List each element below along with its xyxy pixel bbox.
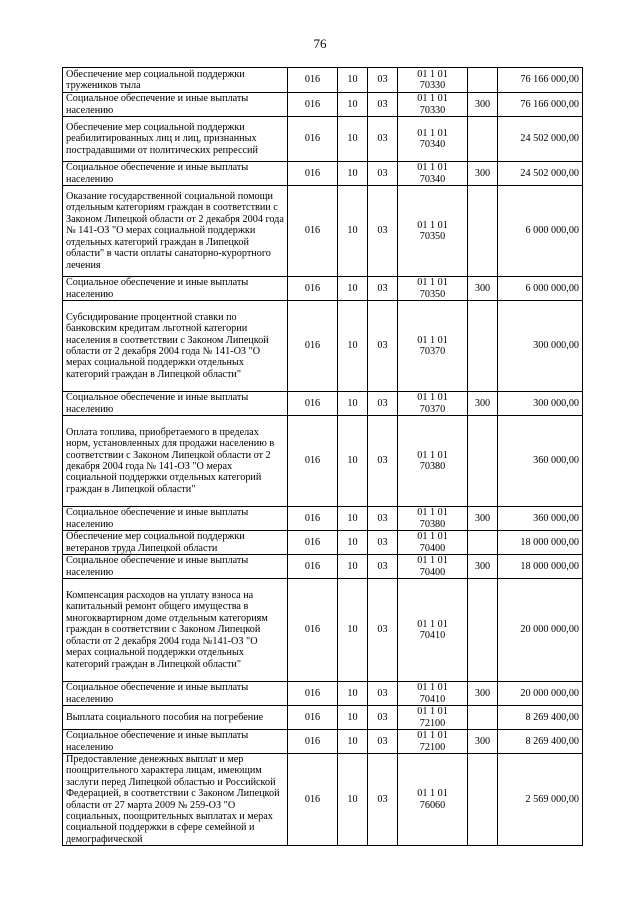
subsection-cell: 03 <box>368 117 398 162</box>
ministry-code-cell: 016 <box>288 416 338 507</box>
amount-cell: 24 502 000,00 <box>498 117 583 162</box>
section-cell: 10 <box>338 754 368 846</box>
target-article-cell <box>398 416 468 507</box>
ministry-code-cell: 016 <box>288 162 338 186</box>
target-article-line-1: 01 1 01 <box>417 531 448 543</box>
target-article-cell <box>398 301 468 392</box>
table-row <box>63 754 583 846</box>
amount-cell: 8 269 400,00 <box>498 706 583 730</box>
table-row <box>63 93 583 117</box>
target-article-line-1: 01 1 01 <box>417 93 448 105</box>
expense-type-cell: 300 <box>468 162 498 186</box>
section-cell: 10 <box>338 682 368 706</box>
subsection-cell: 03 <box>368 531 398 555</box>
row-name-cell: Социальное обеспечение и иные выплаты населению <box>63 392 288 416</box>
table-row <box>63 555 583 579</box>
section-cell: 10 <box>338 706 368 730</box>
target-article-line-1: 01 1 01 <box>417 277 448 289</box>
target-article-cell <box>398 68 468 93</box>
target-article-line-1: 01 1 01 <box>417 449 448 461</box>
ministry-code-cell: 016 <box>288 117 338 162</box>
ministry-code-cell: 016 <box>288 68 338 93</box>
target-article-line-2: 70370 <box>419 403 446 415</box>
expense-type-cell: 300 <box>468 93 498 117</box>
subsection-cell: 03 <box>368 277 398 301</box>
target-article-line-2: 70330 <box>419 104 446 116</box>
target-article-line-1: 01 1 01 <box>417 618 448 630</box>
target-article-cell <box>398 682 468 706</box>
expense-type-cell <box>468 579 498 682</box>
ministry-code-cell: 016 <box>288 754 338 846</box>
target-article-line-2: 70410 <box>419 693 446 705</box>
subsection-cell: 03 <box>368 93 398 117</box>
target-article-cell <box>398 730 468 754</box>
budget-table <box>62 67 583 846</box>
table-row <box>63 416 583 507</box>
target-article-line-2: 70400 <box>419 542 446 554</box>
target-article-line-1: 01 1 01 <box>417 788 448 800</box>
expense-type-cell <box>468 186 498 277</box>
amount-cell: 20 000 000,00 <box>498 682 583 706</box>
table-row <box>63 392 583 416</box>
amount-cell: 2 569 000,00 <box>498 754 583 846</box>
target-article-line-2: 70340 <box>419 173 446 185</box>
amount-cell: 360 000,00 <box>498 416 583 507</box>
target-article-line-1: 01 1 01 <box>417 507 448 519</box>
subsection-cell: 03 <box>368 730 398 754</box>
ministry-code-cell: 016 <box>288 392 338 416</box>
amount-cell: 8 269 400,00 <box>498 730 583 754</box>
target-article-line-2: 76060 <box>419 799 446 811</box>
target-article-cell <box>398 531 468 555</box>
expense-type-cell <box>468 301 498 392</box>
subsection-cell: 03 <box>368 301 398 392</box>
ministry-code-cell: 016 <box>288 555 338 579</box>
table-row <box>63 117 583 162</box>
section-cell: 10 <box>338 507 368 531</box>
section-cell: 10 <box>338 93 368 117</box>
subsection-cell: 03 <box>368 392 398 416</box>
expense-type-cell: 300 <box>468 730 498 754</box>
table-row <box>63 730 583 754</box>
table-row <box>63 531 583 555</box>
row-name-cell: Субсидирование процентной ставки по банковским кредитам льготной категории населения в соответствии с Законом Липецкой области от 2 декабря 2004 года № 141-ОЗ "О мерах социальной поддержки отдельных категорий граждан в Липецкой области" <box>63 301 288 392</box>
row-name-cell: Социальное обеспечение и иные выплаты населению <box>63 555 288 579</box>
target-article-line-2: 70380 <box>419 461 446 472</box>
expense-type-cell <box>468 68 498 93</box>
target-article-line-1: 01 1 01 <box>417 127 448 139</box>
target-article-cell <box>398 754 468 846</box>
target-article-line-2: 70410 <box>419 630 446 641</box>
row-name-cell: Оплата топлива, приобретаемого в пределах норм, установленных для продажи населению в соответствии с Законом Липецкой области от 2 декабря 2004 года № 141-ОЗ "О мерах социальной поддержки отдельных категорий граждан в Липецкой области" <box>63 416 288 507</box>
row-name-cell: Социальное обеспечение и иные выплаты населению <box>63 507 288 531</box>
row-name-cell: Предоставление денежных выплат и мер поощрительного характера лицам, имеющим заслуги перед Липецкой областью и Российской Федерацией, в соответствии с Законом Липецкой области от 27 марта 2009 № 259-ОЗ "О социальных, поощрительных выплатах и мерах социальной поддержки в сфере семейной и демографической <box>63 754 288 846</box>
subsection-cell: 03 <box>368 754 398 846</box>
row-name-cell: Выплата социального пособия на погребение <box>63 706 288 730</box>
target-article-line-2: 72100 <box>419 741 446 753</box>
amount-cell: 24 502 000,00 <box>498 162 583 186</box>
subsection-cell: 03 <box>368 68 398 93</box>
ministry-code-cell: 016 <box>288 301 338 392</box>
row-name-cell: Социальное обеспечение и иные выплаты населению <box>63 93 288 117</box>
target-article-cell <box>398 507 468 531</box>
amount-cell: 18 000 000,00 <box>498 531 583 555</box>
section-cell: 10 <box>338 416 368 507</box>
subsection-cell: 03 <box>368 682 398 706</box>
subsection-cell: 03 <box>368 186 398 277</box>
amount-cell: 360 000,00 <box>498 507 583 531</box>
expense-type-cell: 300 <box>468 507 498 531</box>
table-row <box>63 68 583 93</box>
expense-type-cell <box>468 754 498 846</box>
target-article-line-2: 72100 <box>419 717 446 729</box>
amount-cell: 300 000,00 <box>498 301 583 392</box>
section-cell: 10 <box>338 531 368 555</box>
ministry-code-cell: 016 <box>288 682 338 706</box>
expense-type-cell: 300 <box>468 682 498 706</box>
target-article-line-1: 01 1 01 <box>417 555 448 567</box>
row-name-cell: Обеспечение мер социальной поддержки реабилитированных лиц и лиц, признанных пострадавшими от политических репрессий <box>63 117 288 162</box>
expense-type-cell <box>468 117 498 162</box>
row-name-cell: Социальное обеспечение и иные выплаты населению <box>63 682 288 706</box>
target-article-line-1: 01 1 01 <box>417 162 448 174</box>
row-name-cell: Социальное обеспечение и иные выплаты населению <box>63 730 288 754</box>
subsection-cell: 03 <box>368 416 398 507</box>
section-cell: 10 <box>338 392 368 416</box>
ministry-code-cell: 016 <box>288 579 338 682</box>
table-row <box>63 706 583 730</box>
page-number: 76 <box>313 36 327 51</box>
target-article-cell <box>398 392 468 416</box>
table-row <box>63 682 583 706</box>
target-article-line-1: 01 1 01 <box>417 730 448 742</box>
target-article-line-1: 01 1 01 <box>417 682 448 694</box>
table-row <box>63 301 583 392</box>
subsection-cell: 03 <box>368 579 398 682</box>
target-article-line-1: 01 1 01 <box>417 392 448 404</box>
target-article-cell <box>398 162 468 186</box>
table-row <box>63 162 583 186</box>
subsection-cell: 03 <box>368 706 398 730</box>
target-article-cell <box>398 277 468 301</box>
amount-cell: 300 000,00 <box>498 392 583 416</box>
ministry-code-cell: 016 <box>288 186 338 277</box>
section-cell: 10 <box>338 579 368 682</box>
expense-type-cell <box>468 706 498 730</box>
section-cell: 10 <box>338 555 368 579</box>
subsection-cell: 03 <box>368 162 398 186</box>
amount-cell: 20 000 000,00 <box>498 579 583 682</box>
target-article-cell <box>398 186 468 277</box>
amount-cell: 76 166 000,00 <box>498 68 583 93</box>
expense-type-cell <box>468 416 498 507</box>
subsection-cell: 03 <box>368 555 398 579</box>
section-cell: 10 <box>338 730 368 754</box>
ministry-code-cell: 016 <box>288 531 338 555</box>
amount-cell: 18 000 000,00 <box>498 555 583 579</box>
table-row <box>63 186 583 277</box>
expense-type-cell: 300 <box>468 555 498 579</box>
target-article-cell <box>398 706 468 730</box>
amount-cell: 76 166 000,00 <box>498 93 583 117</box>
ministry-code-cell: 016 <box>288 706 338 730</box>
target-article-line-2: 70340 <box>419 139 446 150</box>
row-name-cell: Оказание государственной социальной помощи отдельным категориям граждан в соответствии с Законом Липецкой области от 2 декабря 2004 года № 141-ОЗ "О мерах социальной поддержки отдельных категорий граждан в Липецкой области" в части оплаты санаторно-курортного лечения <box>63 186 288 277</box>
amount-cell: 6 000 000,00 <box>498 186 583 277</box>
section-cell: 10 <box>338 162 368 186</box>
target-article-line-1: 01 1 01 <box>417 219 448 231</box>
section-cell: 10 <box>338 277 368 301</box>
target-article-line-1: 01 1 01 <box>417 334 448 346</box>
target-article-cell <box>398 555 468 579</box>
row-name-cell: Компенсация расходов на уплату взноса на капитальный ремонт общего имущества в многоквартирном доме отдельным категориям граждан в соответствии с Законом Липецкой области от 2 декабря 2004 года №141-ОЗ "О мерах социальной поддержки отдельных категорий граждан в Липецкой области" <box>63 579 288 682</box>
row-name-cell: Социальное обеспечение и иные выплаты населению <box>63 277 288 301</box>
target-article-line-2: 70380 <box>419 518 446 530</box>
target-article-line-2: 70350 <box>419 288 446 300</box>
target-article-cell <box>398 93 468 117</box>
target-article-line-2: 70400 <box>419 566 446 578</box>
ministry-code-cell: 016 <box>288 277 338 301</box>
expense-type-cell <box>468 531 498 555</box>
section-cell: 10 <box>338 186 368 277</box>
target-article-cell <box>398 579 468 682</box>
target-article-line-2: 70330 <box>419 80 446 91</box>
subsection-cell: 03 <box>368 507 398 531</box>
section-cell: 10 <box>338 68 368 93</box>
target-article-line-2: 70370 <box>419 346 446 357</box>
ministry-code-cell: 016 <box>288 93 338 117</box>
target-article-cell <box>398 117 468 162</box>
expense-type-cell: 300 <box>468 392 498 416</box>
ministry-code-cell: 016 <box>288 730 338 754</box>
section-cell: 10 <box>338 301 368 392</box>
target-article-line-2: 70350 <box>419 231 446 242</box>
table-row <box>63 507 583 531</box>
row-name-cell: Обеспечение мер социальной поддержки тружеников тыла <box>63 68 288 93</box>
target-article-line-1: 01 1 01 <box>417 706 448 718</box>
row-name-cell: Обеспечение мер социальной поддержки ветеранов труда Липецкой области <box>63 531 288 555</box>
table-row <box>63 579 583 682</box>
table-row <box>63 277 583 301</box>
expense-type-cell: 300 <box>468 277 498 301</box>
ministry-code-cell: 016 <box>288 507 338 531</box>
section-cell: 10 <box>338 117 368 162</box>
target-article-line-1: 01 1 01 <box>417 68 448 80</box>
row-name-cell: Социальное обеспечение и иные выплаты населению <box>63 162 288 186</box>
table-body <box>63 68 583 846</box>
amount-cell: 6 000 000,00 <box>498 277 583 301</box>
